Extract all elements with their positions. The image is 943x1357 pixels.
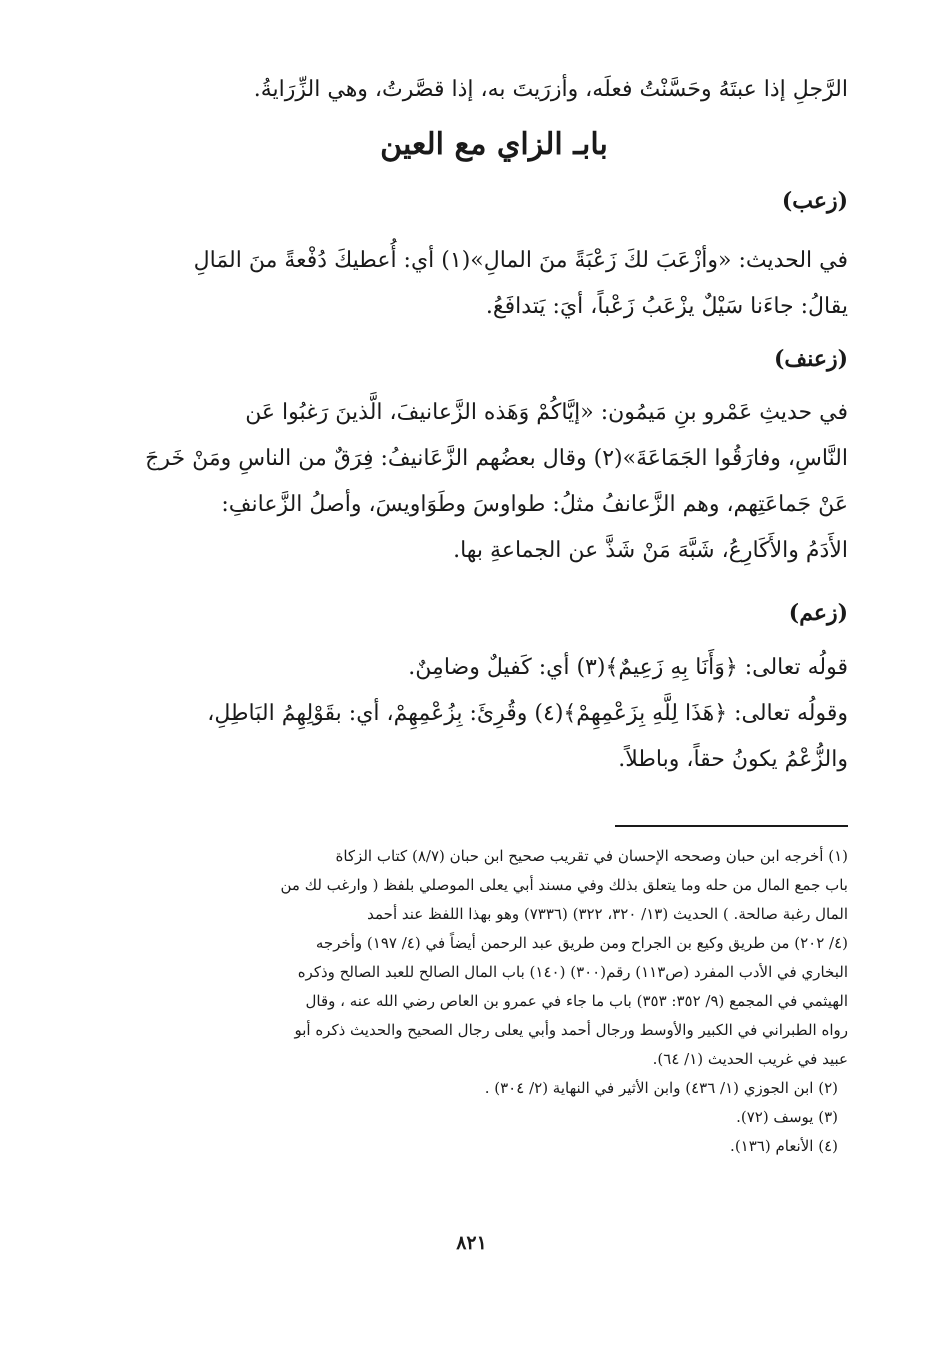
entry-zaam-text xyxy=(140,645,848,783)
text-line: النَّاسِ، وفارَقُوا الجَمَاعَةَ»(٢) وقال بعضُهم الزَّعَانيفُ: فِرَقٌ من الناسِ ومَنْ خَرجَ xyxy=(145,446,848,471)
footnote-2: (٢) ابن الجوزي (١/ ٤٣٦) وابن الأثير في النهاية (٢/ ٣٠٤) . xyxy=(484,1079,838,1097)
text-line: في حديثِ عَمْرو بنِ مَيمُون: «إيَّاكُمْ وَهَذه الزَّعانيفَ، الَّذينَ رَغبُوا عَن xyxy=(245,400,848,425)
footnote-separator xyxy=(615,825,848,827)
page-number: ٨٢١ xyxy=(456,1232,487,1254)
footnote-line: الهيثمي في المجمع (٩/ ٣٥٢: ٣٥٣) باب ما جاء في عمرو بن العاص رضي الله عنه ، وقال xyxy=(305,992,848,1010)
footnote-line: باب جمع المال من حله وما يتعلق بذلك وفي مسند أبي يعلى الموصلي بلفظ ( وارغب لك من xyxy=(280,876,848,894)
footnote-line: (٤/ ٢٠٢) من طريق وكيع بن الجراح ومن طريق عبد الرحمن أيضاً في (٤/ ١٩٧) وأخرجه xyxy=(315,934,848,952)
footnote-line: (١) أخرجه ابن حبان وصححه الإحسان في تقريب صحيح ابن حبان (٨/٧) كتاب الزكاة xyxy=(335,847,848,865)
text-line: عَنْ جَماعَتِهم، وهم الزَّعانفُ مثلُ: طواوسَ وطَوَاويسَ، وأصلُ الزَّعانفِ: xyxy=(221,492,848,517)
footnote-4: (٤) الأنعام (١٣٦). xyxy=(730,1137,838,1155)
footnote-3: (٣) يوسف (٧٢). xyxy=(736,1108,838,1126)
footnote-line: المال رغبة صالحة. ) الحديث (١٣/ ٣٢٠، ٣٢٢) (٧٣٣٦) وهو بهذا اللفظ عند أحمد xyxy=(367,905,848,923)
footnote-line: عبيد في غريب الحديث (١/ ٦٤). xyxy=(652,1050,848,1068)
top-line: الرَّجلِ إذا عبتَهُ وحَسَّنْتُ فعلَه، وأزرَيتَ به، إذا قصَّرتُ، وهي الزِّرَايةُ. xyxy=(253,77,848,102)
entry-zanaf-text xyxy=(140,390,848,574)
text-line: وقولُه تعالى: ﴿هَذَا لِلَّهِ بِزَعْمِهِمْ﴾(٤) وقُرِئَ: بِزُعْمِهِمْ، أي: بقَوْلِهِمُ البَاطِلِ، xyxy=(207,701,848,726)
entry-head-zaam: (زعم) xyxy=(788,600,848,626)
text-line: قولُه تعالى: ﴿وَأَنَا بِهِ زَعِيمٌ﴾(٣) أي: كَفيلٌ وضامِنٌ. xyxy=(408,655,848,680)
entry-zab-text xyxy=(140,238,848,330)
text-line: في الحديث: «وأزْعَبَ لكَ زَعْبَةً منَ المالِ»(١) أي: أُعطيكَ دُفْعةً منَ المَالِ xyxy=(193,248,848,273)
text-line: الأَدَمُ والأَكَارِعُ، شَبَّهَ مَنْ شَذَّ عن الجماعةِ بها. xyxy=(453,538,848,563)
footnote-line: البخاري في الأدب المفرد (ص١١٣) رقم(٣٠٠) (١٤٠) باب المال الصالح للعبد الصالح وذكره xyxy=(297,963,848,981)
entry-head-zab: (زعب) xyxy=(781,188,848,214)
entry-head-zanaf: (زعنف) xyxy=(774,346,848,372)
text-line: والزُّعْمُ يكونُ حقاً، وباطلاً. xyxy=(618,747,848,772)
footnote-line: رواه الطبراني في الكبير والأوسط ورجال أحمد وأبي يعلى رجال الصحيح والحديث ذكره أبو xyxy=(294,1021,848,1039)
text-line: يقالُ: جاءَنا سَيْلٌ يزْعَبُ زَعْباً، أيَ: يَتدافَعُ. xyxy=(485,294,848,319)
chapter-title: بابـ الزاي مع العين xyxy=(380,127,608,162)
footnotes xyxy=(140,842,848,1161)
